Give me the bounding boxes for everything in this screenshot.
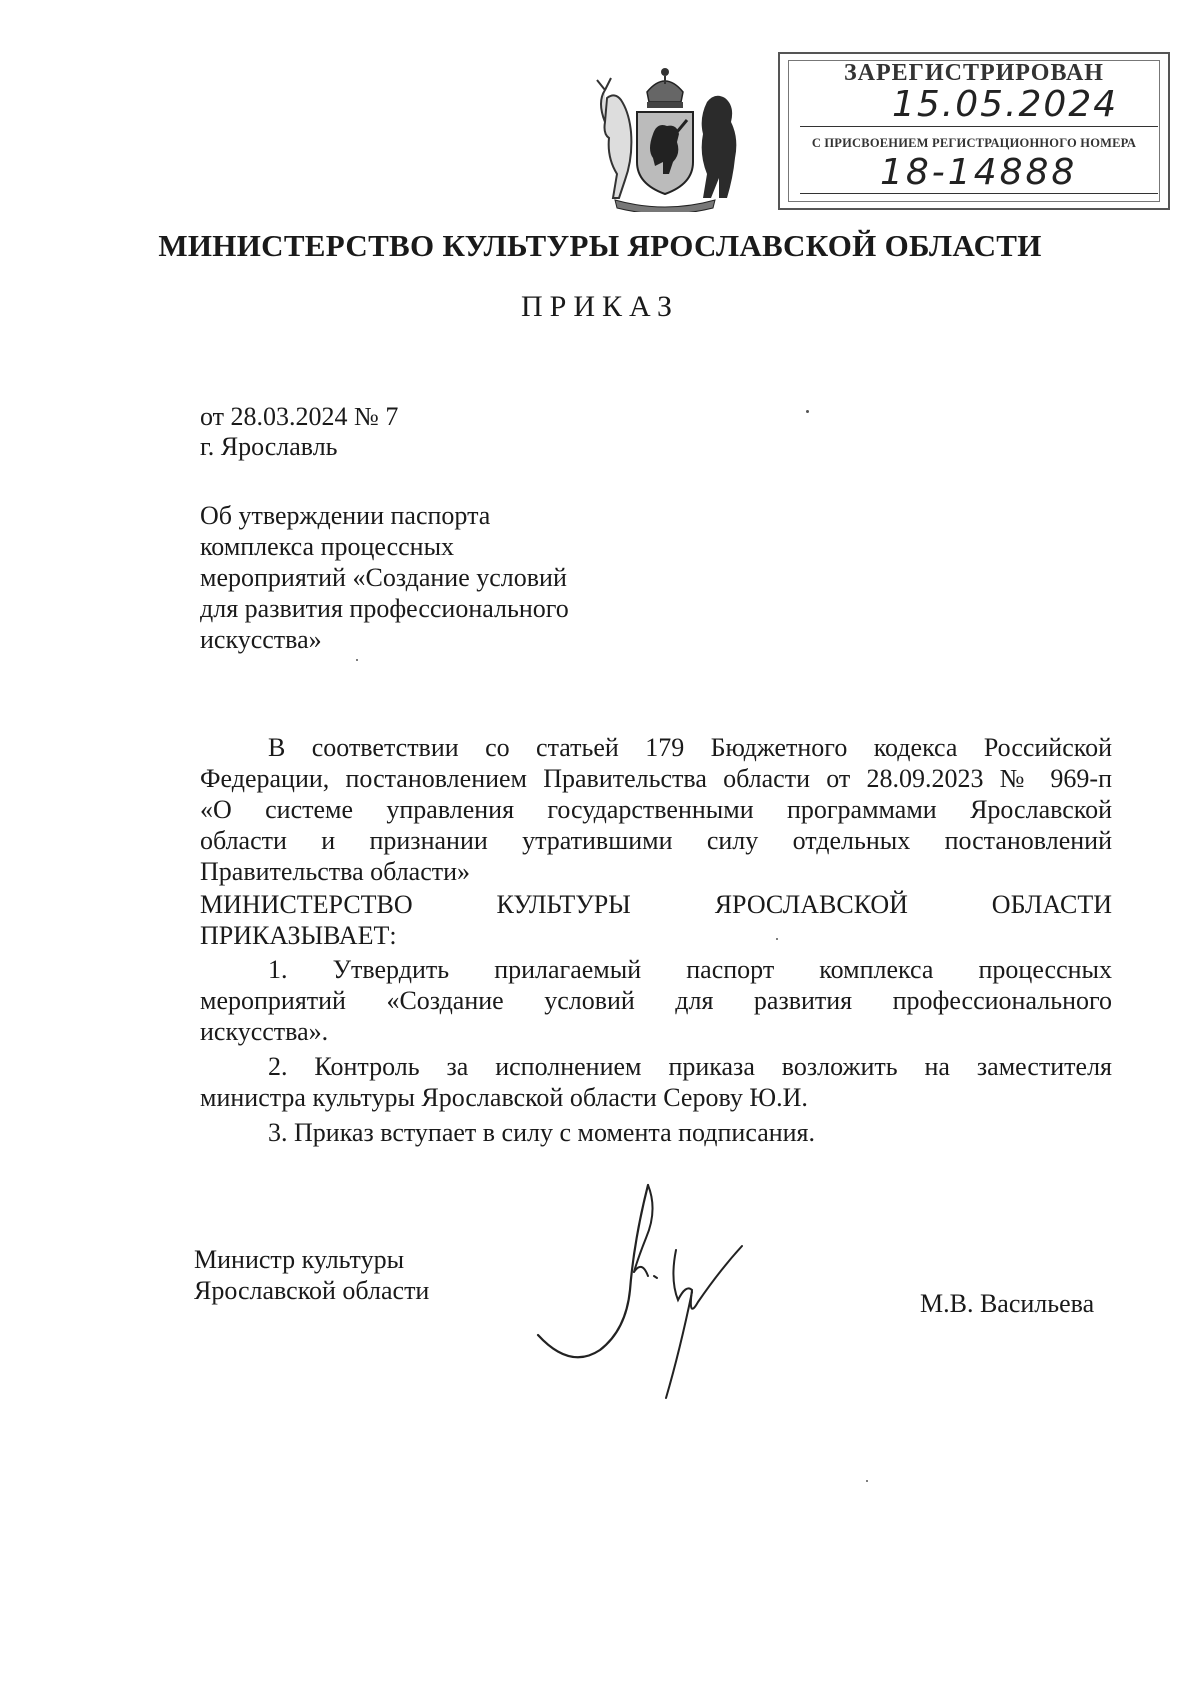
- registration-stamp: [778, 52, 1170, 210]
- stamp-registration-date: 15.05.2024: [892, 84, 1119, 125]
- document-type-title: ПРИКАЗ: [521, 290, 679, 323]
- signatory-position: Министр культуры: [194, 1245, 405, 1274]
- ministry-heading: МИНИСТЕРСТВО КУЛЬТУРЫ ЯРОСЛАВСКОЙ ОБЛАСТИ: [158, 228, 1042, 263]
- item-2-line: министра культуры Ярославской области Серову Ю.И.: [200, 1083, 808, 1112]
- stamp-title: ЗАРЕГИСТРИРОВАН: [844, 60, 1104, 86]
- item-1-line: 1. Утвердить прилагаемый паспорт комплекса процессных: [268, 955, 1112, 984]
- item-3-line: 3. Приказ вступает в силу с момента подписания.: [268, 1118, 816, 1147]
- scan-speck: [866, 1480, 868, 1482]
- subject-line: комплекса процессных: [200, 532, 455, 561]
- signatory-name: М.В. Васильева: [920, 1289, 1095, 1318]
- subject-line: для развития профессионального: [200, 594, 569, 623]
- signatory-position: Ярославской области: [194, 1276, 430, 1305]
- subject-line: мероприятий «Создание условий: [200, 563, 567, 592]
- scan-speck: [356, 659, 358, 661]
- stamp-subtitle: С ПРИСВОЕНИЕМ РЕГИСТРАЦИОННОГО НОМЕРА: [811, 136, 1137, 150]
- preamble-line: В соответствии со статьей 179 Бюджетного кодекса Российской: [268, 733, 1112, 762]
- subject-line: искусства»: [200, 625, 322, 654]
- order-date-number: от 28.03.2024 № 7: [200, 402, 399, 431]
- preamble-line: «О системе управления государственными программами Ярославской: [200, 795, 1112, 824]
- handwritten-signature: [530, 1180, 760, 1400]
- item-1-line: искусства».: [200, 1017, 329, 1046]
- preamble-line: Федерации, постановлением Правительства области от 28.09.2023 № 969-п: [200, 764, 1112, 793]
- resolve-line: МИНИСТЕРСТВО КУЛЬТУРЫ ЯРОСЛАВСКОЙ ОБЛАСТИ: [200, 890, 1112, 919]
- stamp-registration-number: 18-14888: [880, 152, 1078, 193]
- scan-speck: [776, 938, 778, 940]
- preamble-line: Правительства области»: [200, 857, 471, 886]
- stamp-divider: [800, 126, 1158, 127]
- item-1-line: мероприятий «Создание условий для развития профессионального: [200, 986, 1112, 1015]
- preamble-line: области и признании утратившими силу отдельных постановлений: [200, 826, 1112, 855]
- scan-speck: [806, 410, 809, 413]
- coat-of-arms-emblem: [585, 62, 745, 212]
- stamp-divider: [800, 193, 1158, 194]
- subject-line: Об утверждении паспорта: [200, 501, 491, 530]
- resolve-line: ПРИКАЗЫВАЕТ:: [200, 921, 397, 950]
- order-city: г. Ярославль: [200, 432, 338, 461]
- item-2-line: 2. Контроль за исполнением приказа возложить на заместителя: [268, 1052, 1112, 1081]
